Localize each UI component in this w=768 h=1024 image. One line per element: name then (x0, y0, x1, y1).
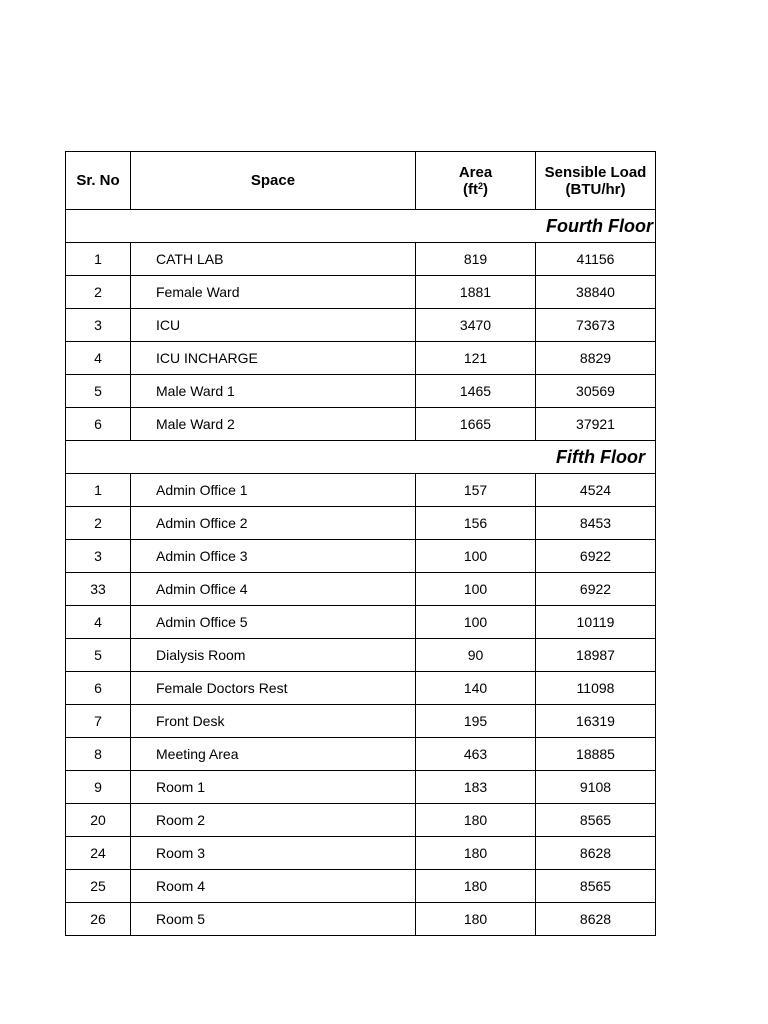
header-row (66, 152, 656, 210)
sensible-load-cell: 37921 (536, 408, 656, 441)
sr-no-cell: 4 (66, 606, 131, 639)
table-row (66, 507, 656, 540)
area-cell: 1665 (416, 408, 536, 441)
header-area (416, 152, 536, 210)
table-body (66, 152, 656, 936)
area-cell: 100 (416, 573, 536, 606)
header-area-unit-sup: 2 (477, 180, 483, 191)
sr-no-cell: 26 (66, 903, 131, 936)
section-title-cell (66, 441, 656, 474)
sr-no-cell: 25 (66, 870, 131, 903)
section-title: Fourth Floor (546, 215, 653, 236)
sr-no-cell: 3 (66, 540, 131, 573)
sr-no-cell: 5 (66, 639, 131, 672)
sensible-load-cell: 8565 (536, 804, 656, 837)
sensible-load-cell: 11098 (536, 672, 656, 705)
table-row (66, 606, 656, 639)
sr-no-cell: 8 (66, 738, 131, 771)
space-cell: Room 3 (131, 837, 416, 870)
area-cell: 90 (416, 639, 536, 672)
area-cell: 100 (416, 606, 536, 639)
sr-no-cell: 1 (66, 243, 131, 276)
sensible-load-cell: 18987 (536, 639, 656, 672)
table-row (66, 804, 656, 837)
space-cell: Male Ward 1 (131, 375, 416, 408)
sr-no-cell: 3 (66, 309, 131, 342)
table-row (66, 639, 656, 672)
table-row (66, 474, 656, 507)
space-cell: Admin Office 2 (131, 507, 416, 540)
sr-no-cell: 9 (66, 771, 131, 804)
section-row (66, 441, 656, 474)
area-cell: 183 (416, 771, 536, 804)
area-cell: 140 (416, 672, 536, 705)
header-sr-no: Sr. No (66, 152, 131, 210)
table-row (66, 705, 656, 738)
sr-no-cell: 24 (66, 837, 131, 870)
area-cell: 157 (416, 474, 536, 507)
table-row (66, 738, 656, 771)
sensible-load-cell: 8453 (536, 507, 656, 540)
sensible-load-cell: 8565 (536, 870, 656, 903)
area-cell: 156 (416, 507, 536, 540)
table-row (66, 870, 656, 903)
header-load-title: Sensible Load (544, 163, 647, 181)
space-cell: Admin Office 5 (131, 606, 416, 639)
area-cell: 180 (416, 804, 536, 837)
space-cell: Admin Office 1 (131, 474, 416, 507)
table-row (66, 672, 656, 705)
area-cell: 121 (416, 342, 536, 375)
table-row (66, 342, 656, 375)
table-row (66, 375, 656, 408)
space-cell: Room 5 (131, 903, 416, 936)
section-title: Fifth Floor (556, 446, 645, 467)
area-cell: 3470 (416, 309, 536, 342)
sensible-load-cell: 8628 (536, 903, 656, 936)
header-space: Space (131, 152, 416, 210)
header-sensible-load (536, 152, 656, 210)
header-area-unit-close: ) (483, 180, 488, 198)
sensible-load-cell: 41156 (536, 243, 656, 276)
sr-no-cell: 2 (66, 507, 131, 540)
sr-no-cell: 6 (66, 672, 131, 705)
section-row (66, 210, 656, 243)
area-cell: 180 (416, 837, 536, 870)
sensible-load-cell: 4524 (536, 474, 656, 507)
header-load-unit: (BTU/hr) (565, 180, 626, 198)
sensible-load-cell: 8829 (536, 342, 656, 375)
space-cell: Room 2 (131, 804, 416, 837)
space-cell: CATH LAB (131, 243, 416, 276)
area-cell: 1881 (416, 276, 536, 309)
sensible-load-cell: 9108 (536, 771, 656, 804)
sensible-load-cell: 18885 (536, 738, 656, 771)
sr-no-cell: 2 (66, 276, 131, 309)
sr-no-cell: 5 (66, 375, 131, 408)
space-cell: Male Ward 2 (131, 408, 416, 441)
sensible-load-cell: 38840 (536, 276, 656, 309)
space-cell: Female Doctors Rest (131, 672, 416, 705)
header-area-title: Area (458, 163, 493, 181)
area-cell: 100 (416, 540, 536, 573)
table-row (66, 408, 656, 441)
area-cell: 1465 (416, 375, 536, 408)
table-row (66, 771, 656, 804)
table-row (66, 243, 656, 276)
sensible-load-cell: 8628 (536, 837, 656, 870)
space-cell: Room 1 (131, 771, 416, 804)
space-cell: Meeting Area (131, 738, 416, 771)
space-cell: Dialysis Room (131, 639, 416, 672)
area-cell: 463 (416, 738, 536, 771)
table-row (66, 276, 656, 309)
space-cell: ICU (131, 309, 416, 342)
sensible-load-cell: 10119 (536, 606, 656, 639)
section-title-cell (66, 210, 656, 243)
area-cell: 819 (416, 243, 536, 276)
sensible-load-cell: 6922 (536, 540, 656, 573)
space-cell: Admin Office 4 (131, 573, 416, 606)
sensible-load-cell: 16319 (536, 705, 656, 738)
space-cell: Female Ward (131, 276, 416, 309)
sensible-load-cell: 6922 (536, 573, 656, 606)
sensible-load-cell: 73673 (536, 309, 656, 342)
sr-no-cell: 7 (66, 705, 131, 738)
space-cell: Room 4 (131, 870, 416, 903)
sr-no-cell: 33 (66, 573, 131, 606)
sensible-load-cell: 30569 (536, 375, 656, 408)
sr-no-cell: 20 (66, 804, 131, 837)
table-row (66, 903, 656, 936)
space-cell: ICU INCHARGE (131, 342, 416, 375)
table-row (66, 540, 656, 573)
area-cell: 180 (416, 903, 536, 936)
table-row (66, 837, 656, 870)
space-cell: Admin Office 3 (131, 540, 416, 573)
sr-no-cell: 1 (66, 474, 131, 507)
area-cell: 195 (416, 705, 536, 738)
table-row (66, 309, 656, 342)
header-area-unit-base: (ft (462, 180, 478, 198)
space-cell: Front Desk (131, 705, 416, 738)
load-table (65, 151, 656, 936)
sr-no-cell: 4 (66, 342, 131, 375)
area-cell: 180 (416, 870, 536, 903)
table-row (66, 573, 656, 606)
sr-no-cell: 6 (66, 408, 131, 441)
